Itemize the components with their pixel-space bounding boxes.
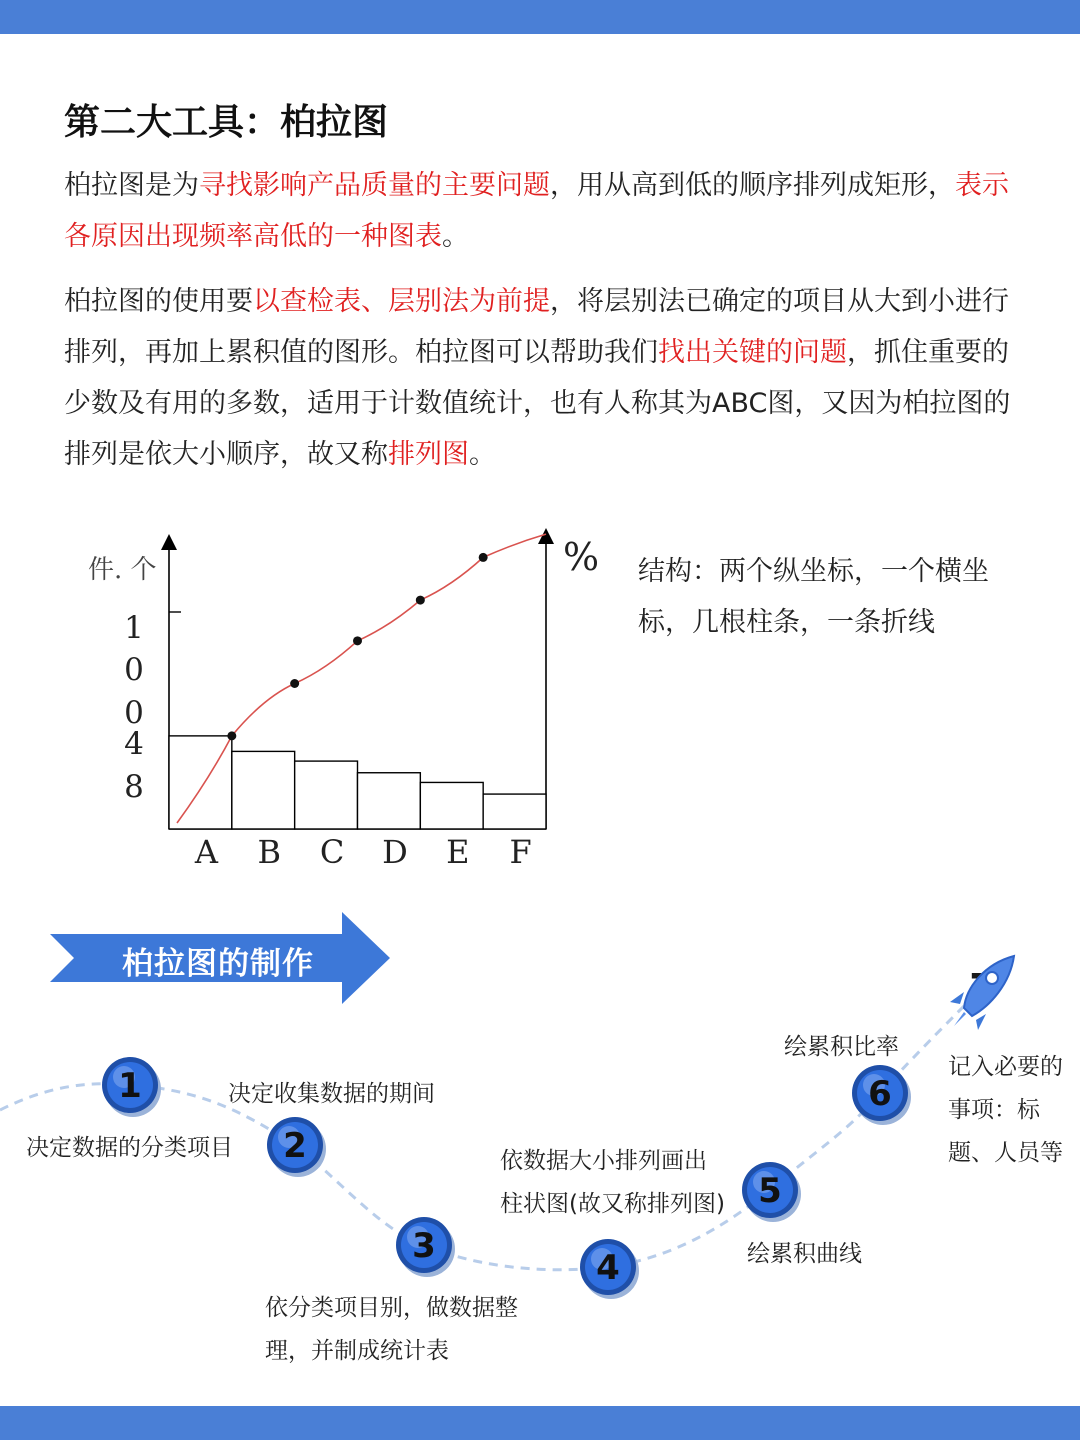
step-5-label: 绘累积曲线 bbox=[747, 1241, 862, 1267]
step-6-number: 6 bbox=[868, 1074, 892, 1114]
step-1-circle bbox=[102, 1057, 161, 1117]
bar-B bbox=[232, 751, 295, 829]
step-5-number: 5 bbox=[758, 1171, 782, 1211]
cumulative-point bbox=[227, 731, 236, 740]
step-7-label: 记入必要的事项：标题、人员等 bbox=[948, 1054, 1063, 1166]
x-tick-label: D bbox=[382, 833, 408, 871]
cumulative-point bbox=[353, 636, 362, 645]
section-banner-title: 柏拉图的制作 bbox=[122, 946, 314, 982]
structure-note: 结构：两个纵坐标，一个横坐标，几根柱条，一条折线 bbox=[638, 556, 989, 638]
step-3-label: 依分类项目别，做数据整理，并制成统计表 bbox=[265, 1295, 518, 1364]
top-bar bbox=[0, 0, 1080, 34]
step-2-label: 决定收集数据的期间 bbox=[228, 1081, 435, 1107]
step-3-number: 3 bbox=[412, 1226, 436, 1266]
bottom-bar bbox=[0, 1406, 1080, 1440]
step-2-circle bbox=[267, 1117, 326, 1177]
step-1-label: 决定数据的分类项目 bbox=[26, 1135, 233, 1161]
left-axis-label: 件. 个 bbox=[88, 555, 157, 585]
left-axis-tick-label: 8 bbox=[124, 769, 144, 805]
left-axis-tick-label: 0 bbox=[124, 652, 144, 688]
intro-paragraph: 柏拉图是为寻找影响产品质量的主要问题，用从高到低的顺序排列成矩形，表示各原因出现频率高低的一种图表。 bbox=[64, 170, 1009, 252]
step-4-label: 依数据大小排列画出柱状图(故又称排列图) bbox=[500, 1148, 725, 1217]
bar-E bbox=[420, 782, 483, 829]
cumulative-point bbox=[479, 553, 488, 562]
step-2-number: 2 bbox=[283, 1126, 307, 1166]
bar-D bbox=[358, 773, 421, 829]
x-tick-label: C bbox=[319, 833, 345, 871]
bar-C bbox=[295, 761, 358, 829]
step-3-circle bbox=[396, 1217, 455, 1277]
step-5-circle bbox=[742, 1162, 801, 1222]
step-4-number: 4 bbox=[596, 1248, 620, 1288]
bar-F bbox=[483, 794, 546, 829]
step-1-number: 1 bbox=[118, 1066, 142, 1106]
cumulative-point bbox=[416, 596, 425, 605]
x-tick-label: F bbox=[509, 833, 532, 871]
cumulative-point bbox=[290, 679, 299, 688]
x-tick-label: B bbox=[257, 833, 282, 871]
left-axis-tick-label: 0 bbox=[124, 695, 144, 731]
x-tick-label: A bbox=[194, 833, 218, 871]
bar-A bbox=[169, 736, 232, 829]
page-title: 第二大工具：柏拉图 bbox=[64, 102, 389, 143]
step-4-circle bbox=[580, 1239, 639, 1299]
usage-paragraph: 柏拉图的使用要以查检表、层别法为前提，将层别法已确定的项目从大到小进行排列，再加上累积值的图形。柏拉图可以帮助我们找出关键的问题，抓住重要的少数及有用的多数，适用于计数值统计，也有人称其为ABC图，又因为柏拉图的排列是依大小顺序，故又称排列图。 bbox=[64, 286, 1011, 470]
x-tick-label: E bbox=[446, 833, 470, 871]
pareto-chart bbox=[0, 520, 640, 880]
left-axis-tick-label: 1 bbox=[124, 610, 144, 646]
right-axis-label: % bbox=[563, 535, 600, 579]
left-axis-tick-label: 4 bbox=[124, 726, 144, 762]
step-6-label: 绘累积比率 bbox=[784, 1034, 899, 1060]
